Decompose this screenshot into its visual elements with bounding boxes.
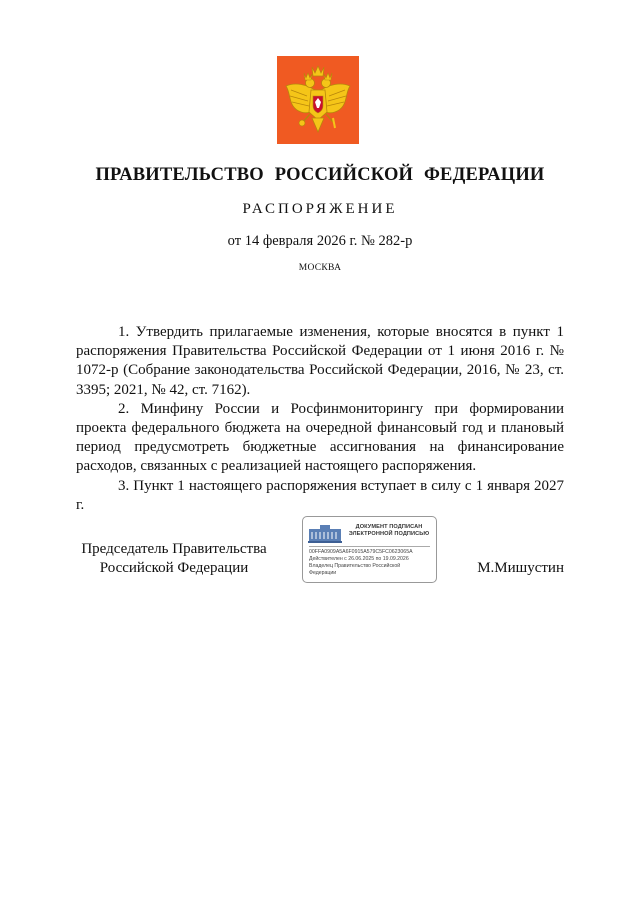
document-body [76,323,564,515]
stamp-heading-line-1: ДОКУМЕНТ ПОДПИСАН [355,524,423,530]
signer-name: М.Мишустин [477,560,564,576]
stamp-validity: Действителен с 26.06.2025 по 19.09.2026 [309,556,409,562]
stamp-divider [309,546,430,547]
government-building-icon [308,523,342,543]
government-title: ПРАВИТЕЛЬСТВО РОССИЙСКОЙ ФЕДЕРАЦИИ [95,165,545,185]
paragraph-2: 2. Минфину России и Росфинмониторингу при формировании проекта федерального бюджета на очередной финансовый год и плановый период предусмотреть бюджетные ассигнования на финансирование расходов, связанных с реализацией настоящего распоряжения. [76,400,564,475]
signer-position-line-2: Российской Федерации [99,560,249,576]
signer-position-line-1: Председатель Правительства [81,541,267,557]
stamp-owner-line-2: Федерации [309,570,337,576]
stamp-heading [343,524,435,538]
stamp-certificate: 00FFA0909A5A6F0915A579C5FC0623065A [309,549,413,555]
document-date-number: от 14 февраля 2026 г. № 282-р [227,233,413,249]
electronic-signature-stamp [302,516,437,583]
stamp-owner-line-1: Владелец Правительство Российской [309,563,401,569]
paragraph-3: 3. Пункт 1 настоящего распоряжения вступает в силу с 1 января 2027 г. [76,477,564,513]
document-city: МОСКВА [298,263,342,273]
stamp-heading-line-2: ЭЛЕКТРОННОЙ ПОДПИСЬЮ [348,531,430,537]
paragraph-1: 1. Утвердить прилагаемые изменения, которые вносятся в пункт 1 распоряжения Правительства Российской Федерации от 1 июня 2016 г. № 1072-р (Собрание законодательства Российской Федерации, 2016, № 23, ст. 3395; 2021, № 42, ст. 7162). [76,324,564,398]
document-type: РАСПОРЯЖЕНИЕ [242,201,398,217]
coat-of-arms-icon [277,56,359,144]
signer-position [76,540,272,578]
